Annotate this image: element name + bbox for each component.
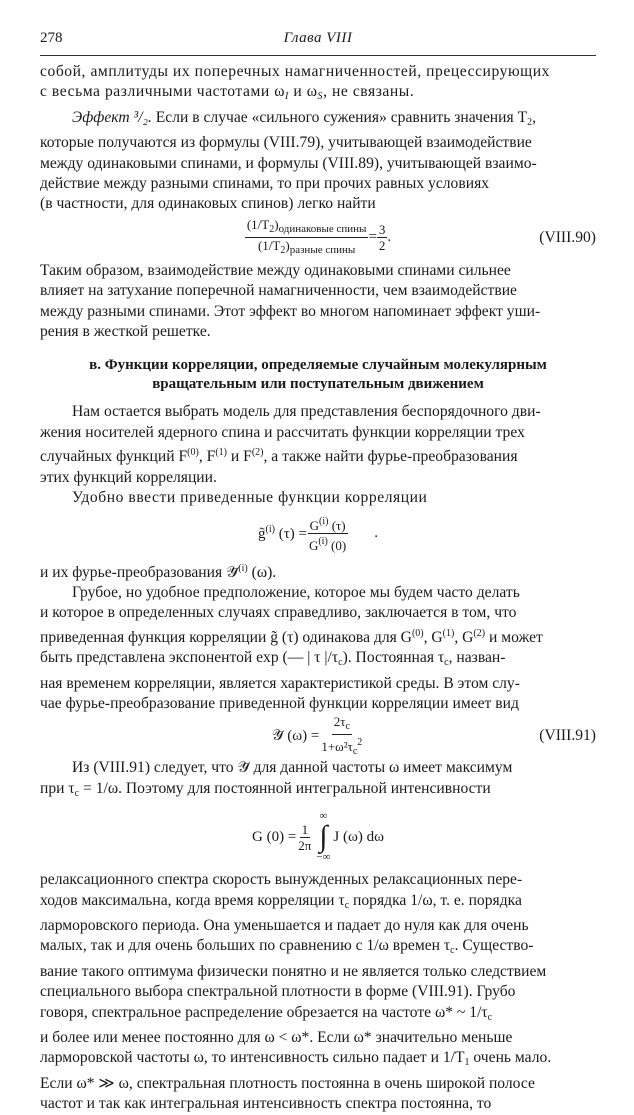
spectral-fraction: $\frac{2\tau_c}{1+\omega^2\tau_c^2}$: [321, 713, 363, 757]
paragraph-line: которые получаются из формулы (VIII.79), учитывающей взаимодействие: [40, 134, 532, 152]
paragraph-line: приведенная функция корреляции g̃ (τ) одинакова для $G^{(0)}$, $G^{(1)}$, $G^{(2)}$ и может: [40, 627, 543, 646]
integral-sign: ∞ ∫ −∞: [316, 810, 331, 864]
three-halves-fraction: $\frac{3}{2}$: [378, 222, 386, 254]
paragraph-line: и которое в определенных случаях справедливо, заключается в том, что: [40, 604, 517, 622]
equation-viii-90: $\frac{(1/T_2)_{одинаковые спины}}{(1/T_2)_{разные спины}}$ = $\frac{3}{2}$ . (VIII.90): [246, 217, 596, 257]
paragraph-line: и более или менее постоянно для ω < ω*. Если ω* значительно меньше: [40, 1029, 513, 1046]
running-header: [40, 30, 596, 52]
equation-number: (VIII.91): [539, 727, 596, 745]
paragraph-line: ларморовского периода. Она уменьшается и падает до нуля как для очень: [40, 916, 529, 934]
equation-reduced-correlation: g̃$^{(i)}$ (τ) = $\frac{G^{(i)} (\tau)}{G^{(i)} (0)}$ .: [258, 516, 378, 553]
equation-viii-91: 𝒴̃ (ω) = $\frac{2\tau_c}{1+\omega^2\tau_c^2}$ (VIII.91): [271, 713, 596, 757]
paragraph-line: ходов максимальна, когда время корреляции $\tau_c$ порядка 1/ω, т. е. порядка: [40, 891, 522, 911]
paragraph-line: Нам остается выбрать модель для представления беспорядочного дви-: [72, 403, 541, 421]
paragraph-line: с весьма различными частотами $\omega_I$ и $\omega_S$, не связаны.: [40, 83, 415, 103]
paragraph-line: при $\tau_c = 1/\omega$. Поэтому для постоянной интегральной интенсивности: [40, 779, 491, 799]
paragraph-line: вание такого оптимума физически понятно и не является только следствием: [40, 962, 547, 980]
paragraph-line: Из (VIII.91) следует, что 𝒴̃ для данной частоты ω имеет максимум: [72, 759, 513, 777]
paragraph-line: Если ω* ≫ ω, спектральная плотность постоянна в очень широкой полосе: [40, 1074, 535, 1092]
paragraph-line: действие между разными спинами, то при прочих равных условиях: [40, 175, 490, 193]
paragraph-line: между одинаковыми спинами, и формулы (VIII.89), учитывающей взаимо-: [40, 154, 537, 172]
paragraph-line: жения носителей ядерного спина и рассчитать функции корреляции трех: [40, 423, 525, 441]
paragraph-line: этих функций корреляции.: [40, 468, 217, 486]
paragraph-line: быть представлена экспонентой exp (— | τ $|/\tau_c$). Постоянная $\tau_c$, назван-: [40, 649, 506, 669]
paragraph-line: влияет на затухание поперечной намагниченности, чем взаимодействие: [40, 282, 517, 300]
chapter-title: Глава VIII: [283, 30, 353, 46]
correlation-fraction: $\frac{G^{(i)} (\tau)}{G^{(i)} (0)}$: [308, 516, 347, 553]
section-heading: в. Функции корреляции, определяемые случайным молекулярным вращательным или поступательным движением: [89, 357, 547, 393]
paragraph-line: ларморовской частоты ω, то интенсивность сильно падает и $1/T_1$ очень мало.: [40, 1049, 552, 1069]
paragraph-line: случайных функций $F^{(0)}$, $F^{(1)}$ и $F^{(2)}$, а также найти фурье-преобразования: [40, 447, 518, 466]
paragraph-line: рения в жесткой решетке.: [40, 323, 211, 341]
ratio-fraction: $\frac{(1/T_2)_{одинаковые спины}}{(1/T_2)_{разные спины}}$: [246, 217, 367, 257]
equation-integral-intensity: G (0) = $\frac{1}{2\pi}$ ∞ ∫ −∞ J (ω) dω: [252, 810, 384, 864]
page-body: [40, 62, 596, 1115]
page-number: 278: [40, 30, 63, 46]
paragraph-line: специального выбора спектральной плотности в форме (VIII.91). Грубо: [40, 983, 516, 1001]
equation-number: (VIII.90): [539, 228, 596, 246]
paragraph-line: релаксационного спектра скорость вынужденных релаксационных пере-: [40, 871, 523, 889]
paragraph-line: Таким образом, взаимодействие между одинаковыми спинами сильнее: [40, 261, 511, 279]
paragraph-line: (в частности, для одинаковых спинов) легко найти: [40, 195, 376, 213]
paragraph-line: и их фурье-преобразования 𝒴̃$^{(i)}$ (ω).: [40, 562, 277, 581]
paragraph-line: Удобно ввести приведенные функции корреляции: [72, 489, 428, 507]
paragraph-line: чае фурье-преобразование приведенной функции корреляции имеет вид: [40, 694, 519, 712]
paragraph-line: частот и так как интегральная интенсивность спектра постоянна, то: [40, 1095, 492, 1113]
one-over-two-pi: $\frac{1}{2\pi}$: [298, 821, 312, 853]
paragraph-line: собой, амплитуды их поперечных намагниченностей, прецессирующих: [40, 63, 550, 80]
paragraph-lead: Эффект ³/₂.: [72, 108, 152, 126]
paragraph-line: ная временем корреляции, является характеристикой среды. В этом слу-: [40, 674, 520, 692]
paragraph-line: между разными спинами. Этот эффект во многом напоминает эффект уши-: [40, 302, 541, 320]
paragraph-line: малых, так и для очень больших по сравнению с 1/ω времен $\tau_c$. Существо-: [40, 937, 534, 957]
paragraph-line: Эффект ³/₂. Если в случае «сильного сужения» сравнить значения $T_2$,: [72, 108, 537, 128]
paragraph-line: Грубое, но удобное предположение, которое мы будем часто делать: [72, 583, 520, 601]
paragraph-line: говоря, спектральное распределение обрезается на частоте ω* ~ $1/\tau_c$: [40, 1003, 493, 1023]
header-rule: [40, 55, 596, 56]
